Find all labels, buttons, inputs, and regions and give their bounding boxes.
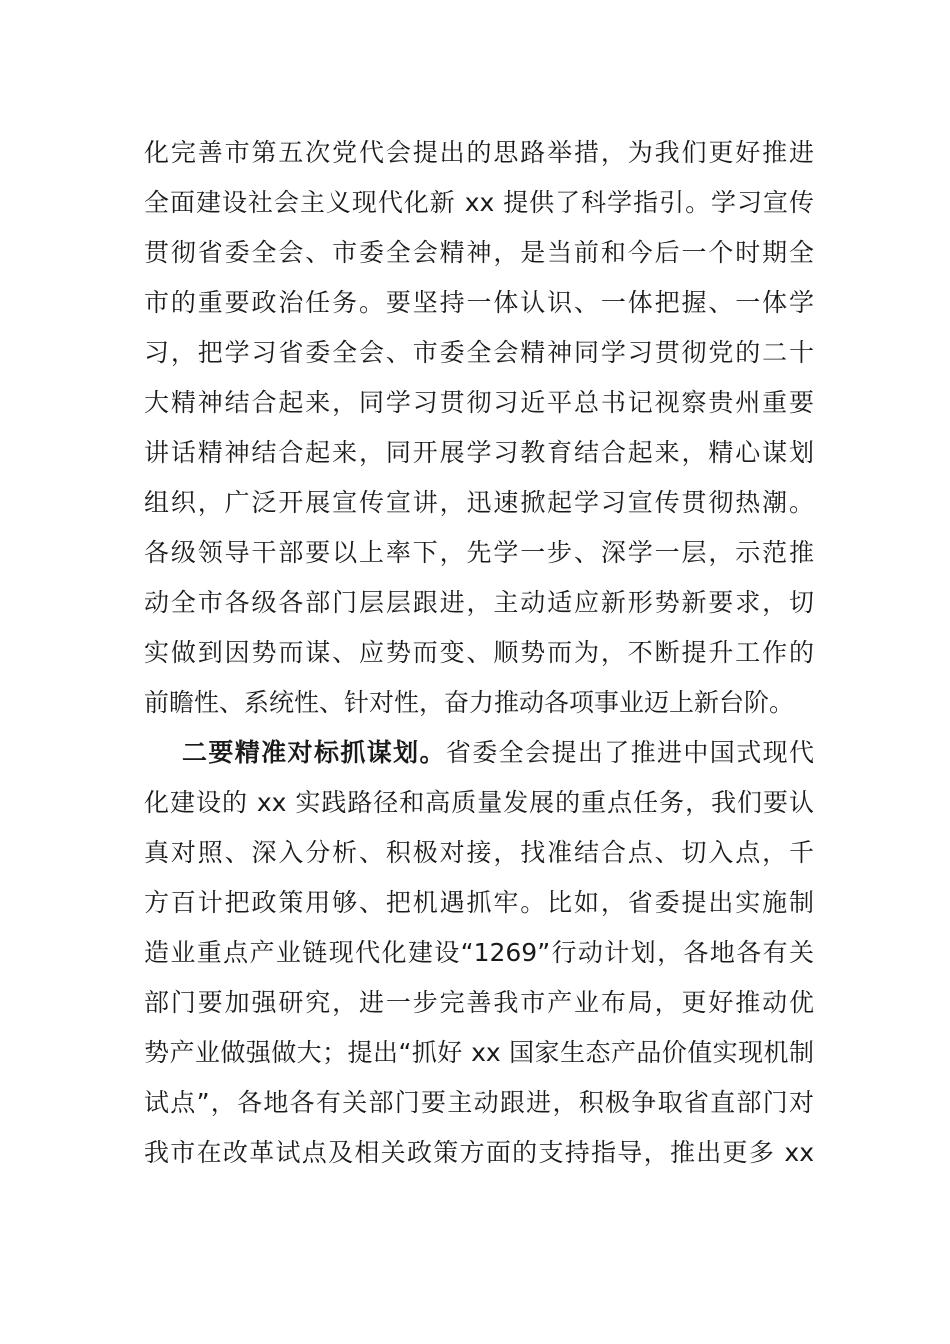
paragraph-line: 造业重点产业链现代化建设“1269”行动计划，各地各有关 [144,938,814,967]
paragraph-1 [144,128,814,728]
paragraph-line: 习，把学习省委全会、市委全会精神同学习贯彻党的二十 [144,338,814,367]
paragraph-line: 讲话精神结合起来，同开展学习教育结合起来，精心谋划 [144,438,814,467]
paragraph-2 [144,728,814,1178]
section-heading: 二要精准对标抓谋划。 [182,738,446,767]
paragraph-line: 部门要加强研究，进一步完善我市产业布局，更好推动优 [144,988,814,1017]
paragraph-line: 动全市各级各部门层层跟进，主动适应新形势新要求，切 [144,588,814,617]
heading-continuation: 省委全会提出了推进中国式现代 [445,738,814,767]
paragraph-line: 市的重要政治任务。要坚持一体认识、一体把握、一体学 [144,288,814,317]
paragraph-line: 试点”，各地各有关部门要主动跟进，积极争取省直部门对 [144,1088,814,1117]
paragraph-line: 我市在改革试点及相关政策方面的支持指导，推出更多 xx [144,1138,814,1167]
paragraph-first-line [144,728,814,778]
paragraph-line: 大精神结合起来，同学习贯彻习近平总书记视察贵州重要 [144,388,814,417]
paragraph-line: 前瞻性、系统性、针对性，奋力推动各项事业迈上新台阶。 [144,688,795,717]
document-body [144,128,814,1178]
paragraph-line: 贯彻省委全会、市委全会精神，是当前和今后一个时期全 [144,238,814,267]
paragraph-line: 全面建设社会主义现代化新 xx 提供了科学指引。学习宣传 [144,188,814,217]
paragraph-line: 真对照、深入分析、积极对接，找准结合点、切入点，千 [144,838,814,867]
paragraph-line: 实做到因势而谋、应势而变、顺势而为，不断提升工作的 [144,638,814,667]
paragraph-line: 化建设的 xx 实践路径和高质量发展的重点任务，我们要认 [144,788,814,817]
paragraph-line: 组织，广泛开展宣传宣讲，迅速掀起学习宣传贯彻热潮。 [144,488,814,517]
paragraph-line: 方百计把政策用够、把机遇抓牢。比如，省委提出实施制 [144,888,814,917]
paragraph-line: 势产业做强做大；提出“抓好 xx 国家生态产品价值实现机制 [144,1038,814,1067]
paragraph-line: 各级领导干部要以上率下，先学一步、深学一层，示范推 [144,538,814,567]
paragraph-line: 化完善市第五次党代会提出的思路举措，为我们更好推进 [144,138,814,167]
